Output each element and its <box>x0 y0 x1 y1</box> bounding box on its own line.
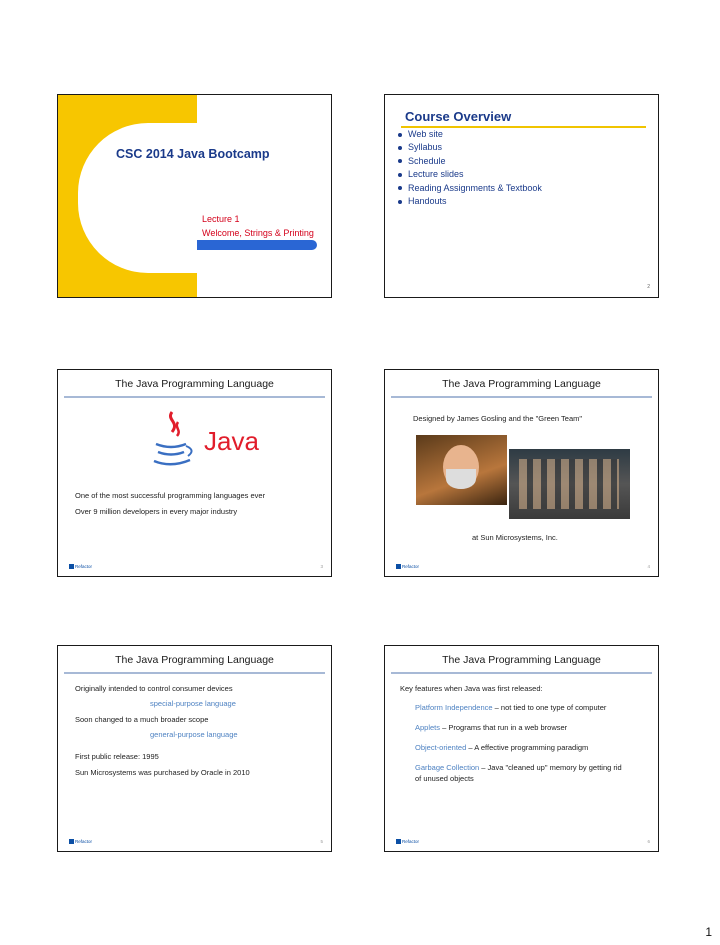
slide-3 <box>57 369 332 577</box>
bullet-icon <box>398 133 402 137</box>
bullet-icon <box>398 200 402 204</box>
slide-text: Soon changed to a much broader scope <box>75 715 209 724</box>
slide-1 <box>57 94 332 298</box>
green-team-photo <box>509 449 630 519</box>
slide-page-number: 5 <box>320 839 323 844</box>
logo-icon <box>69 839 74 844</box>
slide-6 <box>384 645 659 852</box>
document-page-number: 1 <box>705 925 712 939</box>
list-item: Schedule <box>398 155 542 168</box>
slide-2 <box>384 94 659 298</box>
list-item: Handouts <box>398 195 542 208</box>
slide-5 <box>57 645 332 852</box>
bullet-icon <box>398 186 402 190</box>
feature-item-continued: of unused objects <box>415 774 474 783</box>
feature-item: Garbage Collection – Java "cleaned up" memory by getting rid <box>415 763 622 772</box>
bullet-icon <box>398 146 402 150</box>
slide-4 <box>384 369 659 577</box>
slide-text-highlight: general-purpose language <box>150 730 238 739</box>
blue-bar <box>197 240 317 250</box>
feature-item: Applets – Programs that run in a web browser <box>415 723 568 732</box>
logo-icon <box>396 839 401 844</box>
slide-page-number: 4 <box>647 564 650 569</box>
slide-title: CSC 2014 Java Bootcamp <box>116 147 270 161</box>
lecture-topic: Welcome, Strings & Printing <box>202 228 314 238</box>
feature-item: Object-oriented – A effective programming paradigm <box>415 743 589 752</box>
lecture-number: Lecture 1 <box>202 214 240 224</box>
footer-logo: Refactor <box>69 564 92 569</box>
title-rule <box>64 396 325 398</box>
logo-icon <box>69 564 74 569</box>
overview-list <box>398 128 542 208</box>
title-rule <box>391 672 652 674</box>
list-item: Reading Assignments & Textbook <box>398 182 542 195</box>
white-curve <box>78 123 332 273</box>
feature-item: Platform Independence – not tied to one type of computer <box>415 703 607 712</box>
slide-title: The Java Programming Language <box>115 654 274 666</box>
footer-logo: Refactor <box>69 839 92 844</box>
title-rule <box>391 396 652 398</box>
slide-title: Course Overview <box>405 109 512 124</box>
slide-title: The Java Programming Language <box>442 654 601 666</box>
footer-logo: Refactor <box>396 564 419 569</box>
slide-text: at Sun Microsystems, Inc. <box>472 533 558 542</box>
slide-text: First public release: 1995 <box>75 752 159 761</box>
slide-subtitle <box>202 212 314 240</box>
list-item: Lecture slides <box>398 168 542 181</box>
slide-page-number: 2 <box>647 284 650 290</box>
slide-page-number: 6 <box>647 839 650 844</box>
title-rule <box>64 672 325 674</box>
slide-title: The Java Programming Language <box>115 378 274 390</box>
slide-text: Key features when Java was first released: <box>400 684 543 693</box>
java-wordmark: Java <box>204 426 259 456</box>
slide-text: Designed by James Gosling and the "Green Team" <box>413 414 583 423</box>
bullet-icon <box>398 173 402 177</box>
bullet-icon <box>398 159 402 163</box>
list-item: Web site <box>398 128 542 141</box>
slide-text: Originally intended to control consumer devices <box>75 684 233 693</box>
gosling-photo <box>416 435 507 505</box>
slide-text: Sun Microsystems was purchased by Oracle in 2010 <box>75 768 250 777</box>
slide-text-highlight: special-purpose language <box>150 699 236 708</box>
slide-text: Over 9 million developers in every major industry <box>75 507 238 516</box>
slide-page-number: 3 <box>320 564 323 569</box>
logo-icon <box>396 564 401 569</box>
slide-title: The Java Programming Language <box>442 378 601 390</box>
list-item: Syllabus <box>398 141 542 154</box>
footer-logo: Refactor <box>396 839 419 844</box>
slide-text: One of the most successful programming languages ever <box>75 491 266 500</box>
